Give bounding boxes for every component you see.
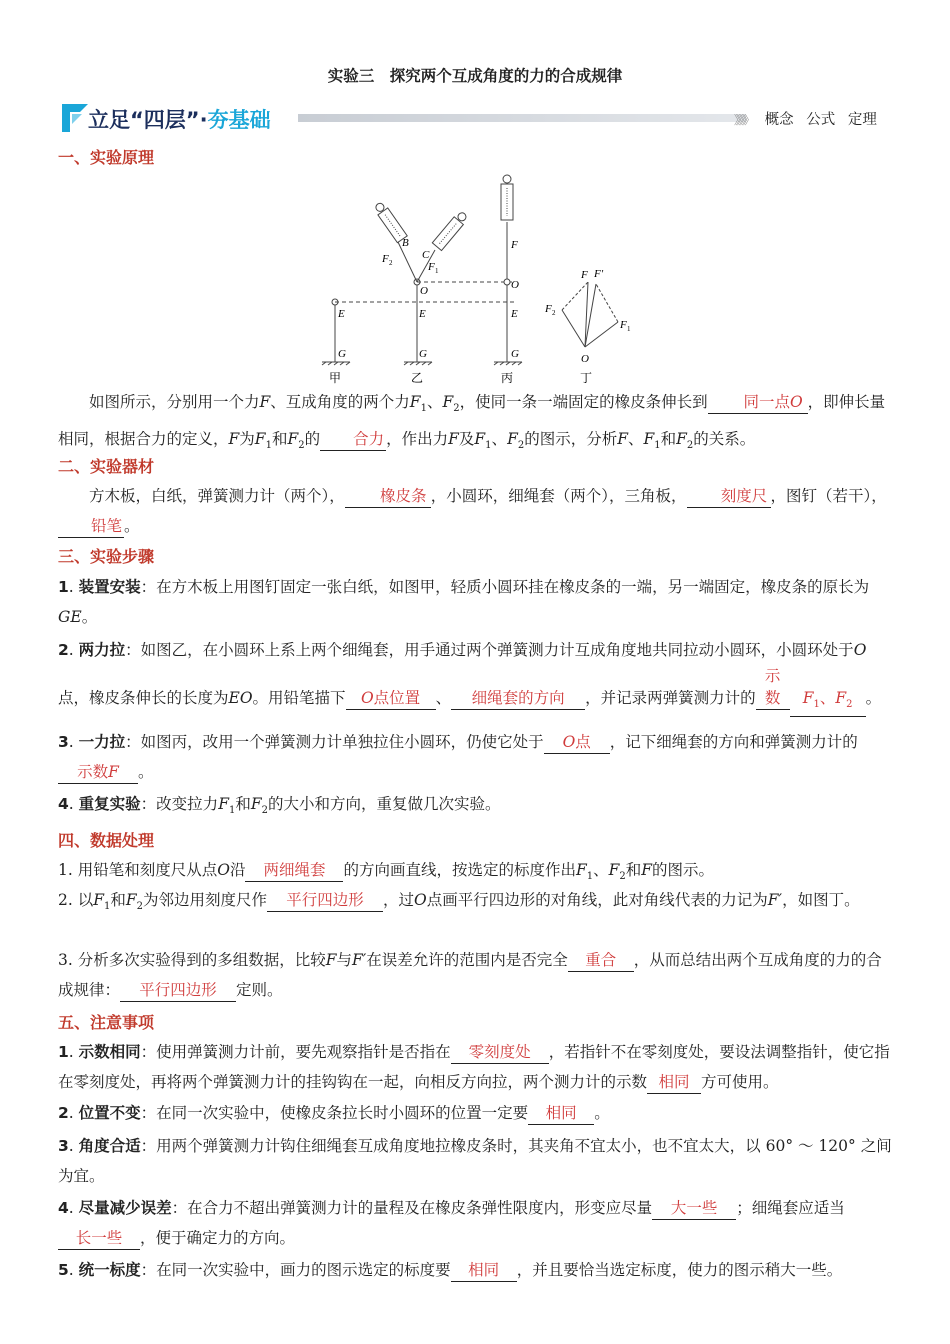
svg-text:1: 1	[627, 325, 631, 333]
note-2: 2. 位置不变：在同一次实验中，使橡皮条拉长时小圆环的位置一定要 相同 。	[58, 1098, 892, 1128]
blank-longer: 长一些	[58, 1227, 140, 1250]
svg-text:2: 2	[389, 259, 393, 267]
banner-arrows: 》》》》	[734, 113, 753, 127]
label-g1: G	[338, 348, 346, 360]
label-f-bing: F	[511, 239, 518, 251]
setup-bing	[494, 175, 522, 365]
label-g3: G	[511, 348, 519, 360]
blank-zero-mark: 零刻度处	[451, 1041, 549, 1064]
blank-readings-b: $F_1$、$F_2$	[790, 687, 866, 717]
data-3: 3. 分析多次实验得到的多组数据，比较F与F′在误差允许的范围内是否完全 重合 ，从而总结出两个互成角度的力的合成规律： 平行四边形 定则。	[58, 945, 892, 1005]
blank-reading-f: 示数F	[58, 761, 138, 784]
step-3: 3. 一力拉：如图丙，改用一个弹簧测力计单独拉住小圆环，仍使它处于 O点 ，记下细绳套的方向和弹簧测力计的示数F 。	[58, 727, 892, 787]
principle-text: 如图所示，分别用一个力F、互成角度的两个力$F_1$、$F_2$，使同一条一端固定的橡皮条伸长到 同一点O ，即伸长量相同，根据合力的定义，F为$F_1$和$F_2$的 合力 ，作出力F及$F_1$、$F_2$的图示，分析F、$F_1$和$F_2$的关系。	[58, 393, 886, 452]
banner-divider	[298, 114, 746, 122]
note-3: 3. 角度合适：用两个弹簧测力计钩住细绳套互成角度地拉橡皮条时，其夹角不宜太小，也不宜太大，以 60° ～ 120° 之间为宜。	[58, 1137, 892, 1185]
blank-parallelogram: 平行四边形	[267, 889, 383, 912]
blank-rope-direction: 细绳套的方向	[451, 687, 585, 710]
label-f2-ding: F	[545, 303, 552, 315]
label-c: C	[422, 249, 430, 261]
label-e2: E	[419, 308, 426, 320]
note-4: 4. 尽量减少误差：在合力不超出弹簧测力计的量程及在橡皮条弹性限度内，形变应尽量 大一些 ；细绳套应适当长一些 ，便于确定力的方向。	[58, 1193, 892, 1253]
heading-equipment: 二、实验器材	[58, 457, 155, 476]
caption-ding: 丁	[579, 371, 593, 385]
label-o2: O	[420, 285, 428, 297]
heading-notes: 五、注意事项	[58, 1013, 155, 1032]
banner-tags: 》》》》 概念 公式 定理	[734, 112, 877, 128]
step-1: 1. 装置安装：在方木板上用图钉固定一张白纸，如图甲，轻质小圆环挂在橡皮条的一端，另一端固定，橡皮条的原长为GE。	[58, 578, 870, 626]
label-f-ding: F	[581, 269, 588, 281]
label-e3: E	[511, 308, 518, 320]
caption-bing: 丙	[500, 371, 514, 385]
step-4: 4. 重复实验：改变拉力$F_1$和$F_2$的大小和方向，重复做几次实验。	[58, 795, 501, 817]
blank-resultant: 合力	[320, 428, 386, 451]
label-o4: O	[581, 353, 589, 365]
blank-rubber-band: 橡皮条	[345, 485, 431, 508]
data-2: 2. 以$F_1$和$F_2$为邻边用刻度尺作 平行四边形 ，过O点画平行四边形的对角线，此对角线代表的力记为F′，如图丁。	[58, 891, 860, 913]
label-fp-ding: F′	[594, 268, 604, 280]
blank-same-scale: 相同	[451, 1259, 517, 1282]
label-e1: E	[338, 308, 345, 320]
caption-jia: 甲	[328, 371, 342, 385]
blank-two-ropes: 两细绳套	[245, 859, 343, 882]
blank-same-position: 相同	[528, 1102, 594, 1125]
blank-larger: 大一些	[652, 1197, 736, 1220]
setup-yi	[373, 201, 515, 365]
blank-parallelogram-rule: 平行四边形	[120, 979, 236, 1002]
label-f1-ding: F	[620, 319, 627, 331]
caption-yi: 乙	[410, 371, 424, 385]
blank-ruler: 刻度尺	[687, 485, 771, 508]
label-f2: F	[382, 253, 389, 265]
heading-data: 四、数据处理	[58, 831, 155, 850]
heading-principle: 一、实验原理	[58, 148, 155, 167]
svg-text:2: 2	[552, 309, 556, 317]
blank-pencil: 铅笔	[58, 515, 124, 538]
label-f1: F	[428, 261, 435, 273]
blank-o-point: O点	[544, 731, 610, 754]
force-parallelogram	[562, 282, 618, 347]
label-g2: G	[419, 348, 427, 360]
page-title: 实验三 探究两个互成角度的力的合成规律	[327, 67, 623, 85]
blank-same-point: 同一点O	[708, 391, 808, 414]
experiment-figure	[300, 172, 650, 392]
label-b: B	[402, 237, 409, 249]
step-2: 2. 两力拉：如图乙，在小圆环上系上两个细绳套，用手通过两个弹簧测力计互成角度地共同拉动小圆环，小圆环处于O点，橡皮条伸长的长度为EO。用铅笔描下 O点位置 、 细绳套的方向 ，并记录两弹簧测力计的示数 $F_1$、$F_2$ 。	[58, 635, 892, 717]
blank-coincide: 重合	[568, 949, 634, 972]
blank-o-position: O点位置	[346, 687, 436, 710]
blank-readings-a: 示数	[756, 665, 790, 710]
label-o3: O	[511, 279, 519, 291]
data-1: 1. 用铅笔和刻度尺从点O沿 两细绳套 的方向画直线，按选定的标度作出$F_1$、$F_2$和F的图示。	[58, 861, 715, 883]
section-banner	[58, 102, 892, 134]
banner-title: 立足“四层”·夯基础	[88, 108, 271, 132]
note-5: 5. 统一标度：在同一次实验中，画力的图示选定的标度要 相同 ，并且要恰当选定标度，使力的图示稍大一些。	[58, 1255, 892, 1285]
blank-same-reading: 相同	[647, 1071, 701, 1094]
svg-text:1: 1	[435, 267, 439, 275]
heading-steps: 三、实验步骤	[58, 547, 155, 566]
note-1: 1. 示数相同：使用弹簧测力计前，要先观察指针是否指在 零刻度处 ，若指针不在零刻度处，要设法调整指针，使它指在零刻度处，再将两个弹簧测力计的挂钩钩在一起，向相反方向拉，两个测力计的示数 相同 方可使用。	[58, 1037, 892, 1097]
equipment-text: 方木板，白纸，弹簧测力计（两个）， 橡皮条 ，小圆环，细绳套（两个），三角板， 刻度尺 ，图钉（若干），铅笔 。	[58, 481, 892, 541]
